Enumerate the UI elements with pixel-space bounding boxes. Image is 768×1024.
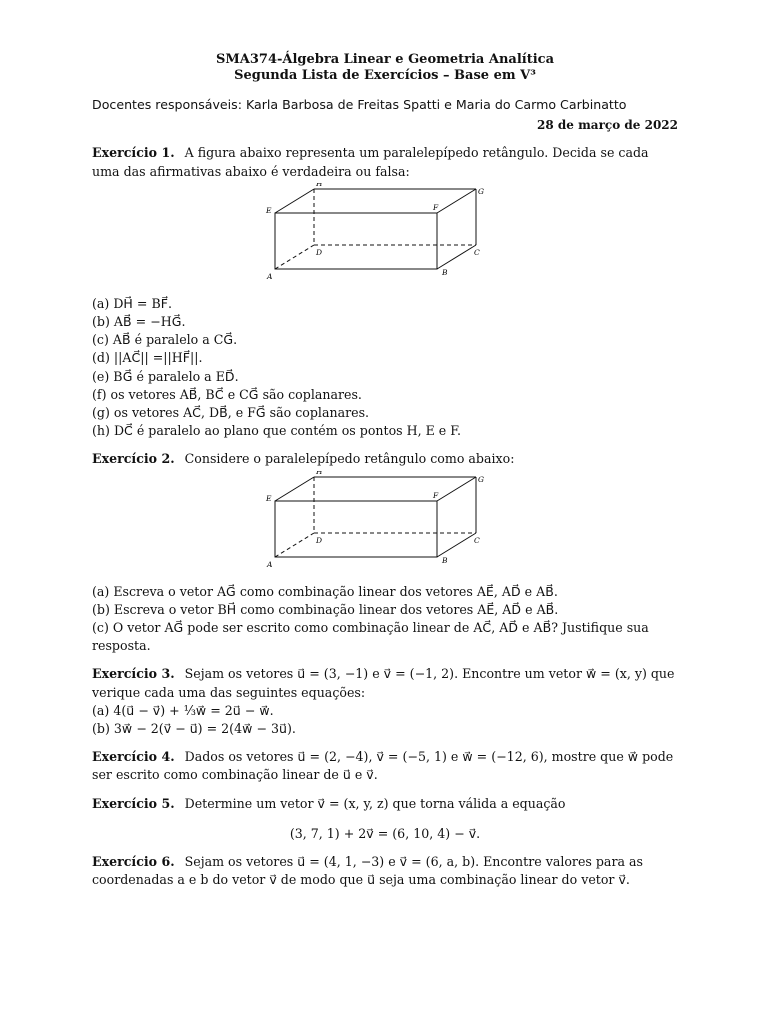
exercise-5-label: Exercício 5. bbox=[92, 795, 175, 811]
label-a: A bbox=[267, 271, 273, 281]
exercise-3 bbox=[92, 665, 678, 738]
date-line: 28 de março de 2022 bbox=[537, 118, 678, 133]
ex2-item-b: (b) Escreva o vetor BH⃗ como combinação linear dos vetores AE⃗, AD⃗ e AB⃗. bbox=[92, 601, 559, 617]
exercise-1-label: Exercício 1. bbox=[92, 145, 175, 161]
exercise-2-label: Exercício 2. bbox=[92, 451, 175, 467]
exercise-3-intro: Sejam os vetores u⃗ = (3, −1) e v⃗ = (−1, 2). Encontre um vetor w⃗ = (x, y) que verique cada uma das seguintes equações: bbox=[92, 666, 675, 700]
ex3-item-b: (b) 3w⃗ − 2(v⃗ − u⃗) = 2(4w⃗ − 3u⃗). bbox=[92, 721, 296, 737]
exercise-6-label: Exercício 6. bbox=[92, 854, 175, 870]
label-g: G bbox=[478, 186, 484, 196]
exercise-5-text: Determine um vetor v⃗ = (x, y, z) que torna válida a equação bbox=[184, 795, 566, 811]
ex1-item-b: (b) AB⃗ = −HG⃗. bbox=[92, 314, 186, 330]
label-d: D bbox=[316, 247, 323, 257]
label-c: C bbox=[474, 247, 480, 257]
ex2-item-a: (a) Escreva o vetor AG⃗ como combinação linear dos vetores AE⃗, AD⃗ e AB⃗. bbox=[92, 583, 558, 599]
exercise-1 bbox=[92, 144, 678, 180]
ex1-item-c: (c) AB⃗ é paralelo a CG⃗. bbox=[92, 332, 238, 348]
document-page bbox=[92, 52, 678, 889]
label-f: F bbox=[433, 202, 439, 212]
exercise-6-text: Sejam os vetores u⃗ = (4, 1, −3) e v⃗ = (6, a, b). Encontre valores para as coordenadas a e b do vetor v⃗ de modo que u⃗ seja uma combinação linear do vetor v⃗. bbox=[92, 854, 643, 888]
label-e: E bbox=[266, 205, 272, 215]
parallelepiped-svg-2 bbox=[92, 471, 678, 577]
title-line-1: SMA374-Álgebra Linear e Geometria Analítica bbox=[216, 52, 554, 67]
exercise-4-text: Dados os vetores u⃗ = (2, −4), v⃗ = (−5, 1) e w⃗ = (−12, 6), mostre que w⃗ pode ser escrito como combinação linear de u⃗ e v⃗. bbox=[92, 749, 674, 783]
title-line-2: Segunda Lista de Exercícios – Base em V³ bbox=[234, 68, 536, 83]
ex1-item-e: (e) BG⃗ é paralelo a ED⃗. bbox=[92, 368, 239, 384]
exercise-3-label: Exercício 3. bbox=[92, 666, 175, 682]
label-b: B bbox=[442, 555, 448, 565]
parallelepiped-svg-1 bbox=[92, 183, 678, 289]
parallelepiped-figure-1 bbox=[92, 183, 678, 289]
ex1-item-f: (f) os vetores AB⃗, BC⃗ e CG⃗ são coplanares. bbox=[92, 386, 362, 402]
exercise-5 bbox=[92, 795, 678, 813]
exercise-1-items bbox=[92, 295, 678, 441]
label-a: A bbox=[267, 559, 273, 569]
label-c: C bbox=[474, 535, 480, 545]
exercise-1-intro: A figura abaixo representa um paralelepípedo retângulo. Decida se cada uma das afirmativas abaixo é verdadeira ou falsa: bbox=[92, 145, 649, 179]
label-b: B bbox=[442, 267, 448, 277]
ex1-item-h: (h) DC⃗ é paralelo ao plano que contém os pontos H, E e F. bbox=[92, 423, 462, 439]
label-d: D bbox=[316, 535, 323, 545]
label-h: H bbox=[316, 182, 323, 188]
ex1-item-a: (a) DH⃗ = BF⃗. bbox=[92, 295, 172, 311]
exercise-6 bbox=[92, 853, 678, 889]
exercise-5-equation: (3, 7, 1) + 2v⃗ = (6, 10, 4) − v⃗. bbox=[289, 825, 481, 841]
parallelepiped-figure-2 bbox=[92, 471, 678, 577]
exercise-4 bbox=[92, 748, 678, 784]
teachers-line: Docentes responsáveis: Karla Barbosa de Freitas Spatti e Maria do Carmo Carbinatto bbox=[92, 97, 627, 112]
ex1-item-d: (d) ||AC⃗|| =||HF⃗||. bbox=[92, 350, 203, 366]
label-e: E bbox=[266, 493, 272, 503]
exercise-4-label: Exercício 4. bbox=[92, 749, 175, 765]
exercise-2-items bbox=[92, 583, 678, 656]
ex2-item-c: (c) O vetor AG⃗ pode ser escrito como combinação linear de AC⃗, AD⃗ e AB⃗? Justifique sua resposta. bbox=[92, 620, 649, 654]
exercise-2-intro: Considere o paralelepípedo retângulo como abaixo: bbox=[184, 451, 515, 467]
label-h: H bbox=[316, 470, 323, 476]
ex3-item-a: (a) 4(u⃗ − v⃗) + ⅓w⃗ = 2u⃗ − w⃗. bbox=[92, 702, 274, 718]
label-g: G bbox=[478, 474, 484, 484]
label-f: F bbox=[433, 490, 439, 500]
exercise-2 bbox=[92, 450, 678, 468]
ex1-item-g: (g) os vetores AC⃗, DB⃗, e FG⃗ são coplanares. bbox=[92, 405, 370, 421]
